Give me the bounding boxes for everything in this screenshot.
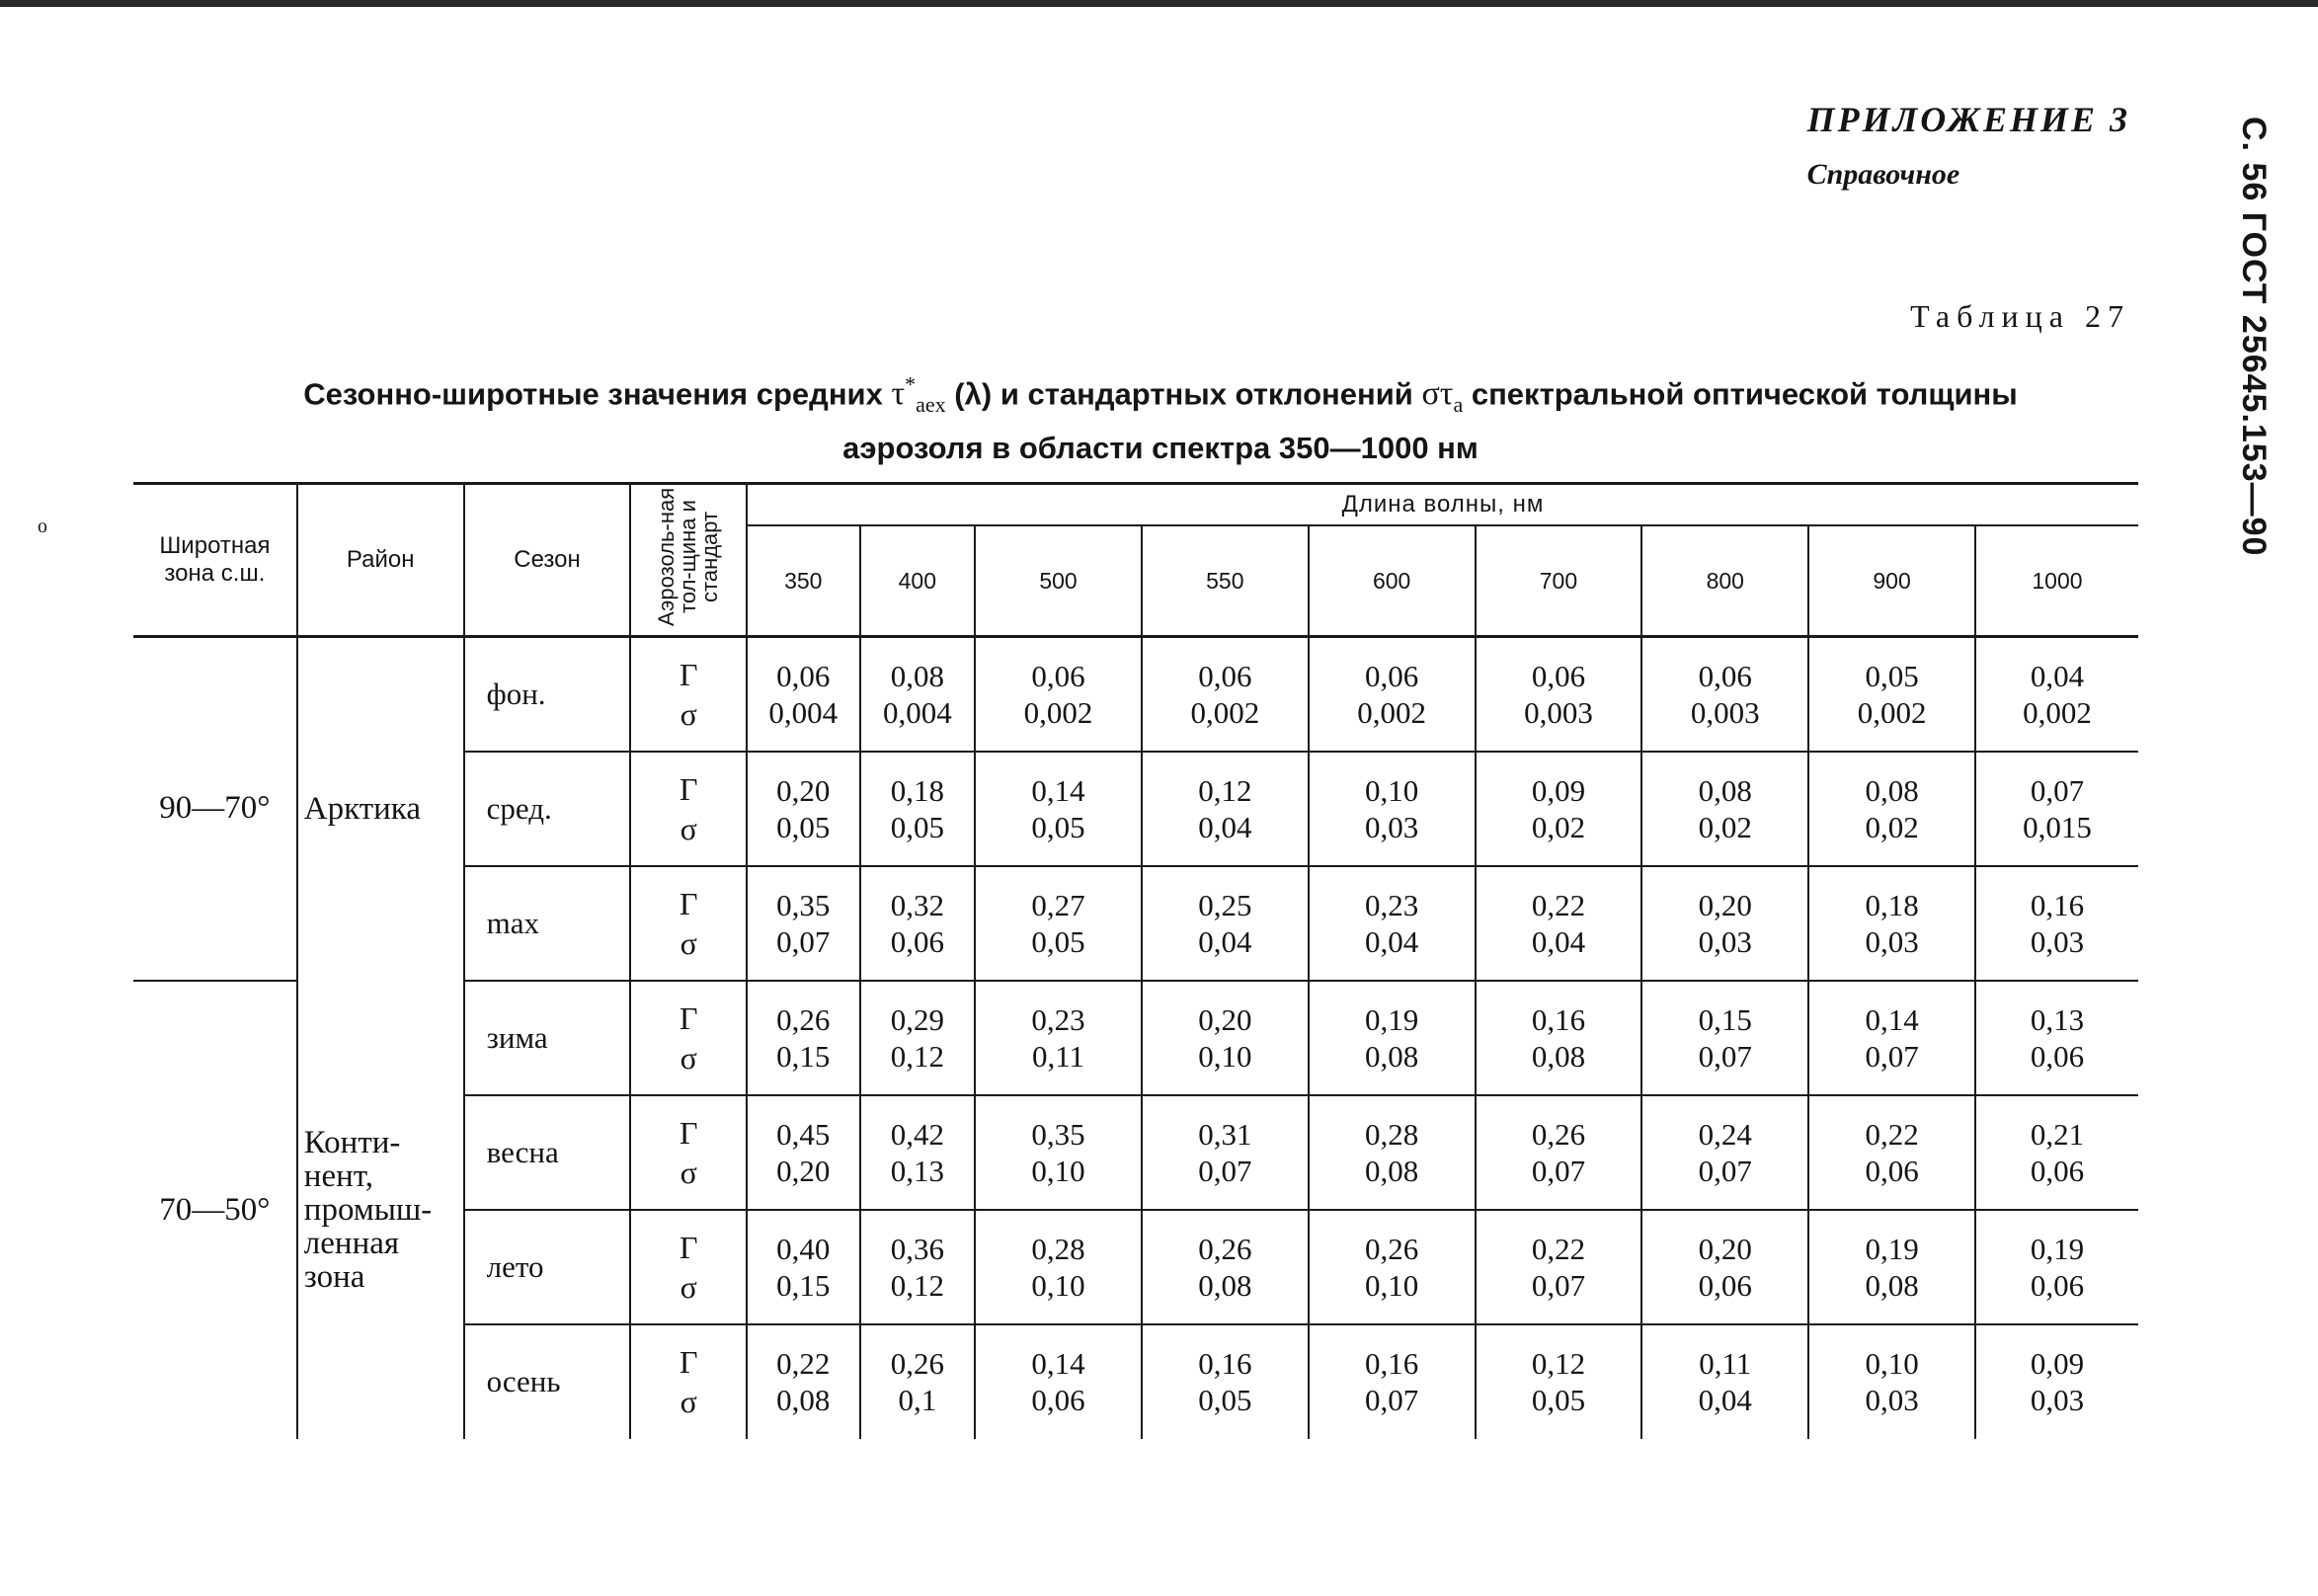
std-dev-value: 0,07 xyxy=(1698,1153,1752,1188)
season-cell: сред. xyxy=(464,752,631,866)
value-cell-1000 xyxy=(1975,752,2138,866)
mean-value: 0,16 xyxy=(1531,1001,1586,1037)
value-cell-500 xyxy=(975,1210,1142,1324)
mean-value: 0,05 xyxy=(1865,658,1919,693)
mean-value: 0,23 xyxy=(1365,887,1419,922)
mean-value: 0,18 xyxy=(890,772,944,808)
std-dev-value: 0,07 xyxy=(1531,1267,1586,1303)
header-season: Сезон xyxy=(464,484,631,637)
mean-value: 0,12 xyxy=(1198,772,1252,808)
gamma-label: Г xyxy=(679,1114,698,1151)
std-dev-value: 0,10 xyxy=(1031,1267,1085,1303)
value-cell-350 xyxy=(747,1324,860,1439)
table-row xyxy=(133,981,2138,1095)
std-dev-value: 0,003 xyxy=(1690,694,1760,730)
value-cell-600 xyxy=(1309,637,1476,752)
gamma-sigma-labels xyxy=(630,637,747,752)
optical-thickness-table xyxy=(133,482,2138,1439)
sigma-label: σ xyxy=(679,1268,697,1305)
std-dev-value: 0,002 xyxy=(2023,694,2092,730)
value-cell-800 xyxy=(1641,981,1808,1095)
std-dev-value: 0,06 xyxy=(2030,1038,2085,1074)
mean-value: 0,12 xyxy=(1531,1346,1586,1381)
std-dev-value: 0,004 xyxy=(768,694,839,730)
value-cell-400 xyxy=(860,1095,976,1210)
std-dev-value: 0,08 xyxy=(1865,1267,1919,1303)
mean-value: 0,36 xyxy=(890,1231,944,1266)
mean-value: 0,20 xyxy=(1698,887,1752,922)
caption-line-2: аэрозоля в области спектра 350—1000 нм xyxy=(842,431,1479,466)
mean-value: 0,09 xyxy=(1531,772,1586,808)
mean-value: 0,15 xyxy=(1698,1001,1752,1037)
value-cell-1000 xyxy=(1975,1210,2138,1324)
std-dev-value: 0,02 xyxy=(1531,809,1586,844)
std-dev-value: 0,002 xyxy=(1857,694,1927,730)
region-cell: Конти-нент, промыш-ленная зона xyxy=(297,981,464,1439)
tau-symbol: $\tau^*_{aex}$ xyxy=(891,372,946,418)
std-dev-value: 0,06 xyxy=(2030,1267,2085,1303)
season-cell: фон. xyxy=(464,637,631,752)
std-dev-value: 0,06 xyxy=(890,923,944,959)
sigma-label: σ xyxy=(679,1039,697,1076)
season-cell: лето xyxy=(464,1210,631,1324)
mean-value: 0,20 xyxy=(776,772,831,808)
std-dev-value: 0,07 xyxy=(1198,1153,1252,1188)
value-cell-700 xyxy=(1476,1324,1642,1439)
value-cell-900 xyxy=(1808,981,1975,1095)
sigma-label: σ xyxy=(679,924,697,961)
value-cell-550 xyxy=(1142,1324,1309,1439)
mean-value: 0,26 xyxy=(1531,1116,1586,1152)
std-dev-value: 0,10 xyxy=(1031,1153,1085,1188)
mean-value: 0,08 xyxy=(1698,772,1752,808)
appendix-subtitle: Справочное xyxy=(1806,158,1960,191)
mean-value: 0,26 xyxy=(1365,1231,1419,1266)
std-dev-value: 0,15 xyxy=(776,1038,831,1074)
std-dev-value: 0,12 xyxy=(890,1038,944,1074)
value-cell-900 xyxy=(1808,637,1975,752)
gamma-label: Г xyxy=(679,1344,698,1380)
value-cell-500 xyxy=(975,752,1142,866)
gamma-label: Г xyxy=(679,1229,698,1265)
std-dev-value: 0,08 xyxy=(1365,1153,1419,1188)
mean-value: 0,06 xyxy=(1531,658,1586,693)
value-cell-600 xyxy=(1309,1210,1476,1324)
top-border-line xyxy=(0,0,2318,7)
header-wavelength-500: 500 xyxy=(975,525,1142,637)
gamma-label: Г xyxy=(679,999,698,1036)
season-cell: max xyxy=(464,866,631,981)
margin-mark: o xyxy=(38,516,47,537)
mean-value: 0,35 xyxy=(776,887,831,922)
value-cell-800 xyxy=(1641,866,1808,981)
season-cell: осень xyxy=(464,1324,631,1439)
mean-value: 0,19 xyxy=(1365,1001,1419,1037)
value-cell-900 xyxy=(1808,1095,1975,1210)
mean-value: 0,14 xyxy=(1031,772,1085,808)
std-dev-value: 0,10 xyxy=(1365,1267,1419,1303)
table-row xyxy=(133,637,2138,752)
header-wavelength-900: 900 xyxy=(1808,525,1975,637)
std-dev-value: 0,05 xyxy=(1531,1383,1586,1417)
std-dev-value: 0,002 xyxy=(1023,694,1093,730)
mean-value: 0,22 xyxy=(1865,1116,1919,1152)
mean-value: 0,04 xyxy=(2030,658,2085,693)
value-cell-550 xyxy=(1142,1210,1309,1324)
std-dev-value: 0,12 xyxy=(890,1267,944,1303)
mean-value: 0,19 xyxy=(2030,1231,2085,1266)
value-cell-1000 xyxy=(1975,1095,2138,1210)
value-cell-600 xyxy=(1309,752,1476,866)
mean-value: 0,09 xyxy=(2030,1346,2085,1381)
value-cell-1000 xyxy=(1975,866,2138,981)
std-dev-value: 0,06 xyxy=(1031,1383,1085,1417)
std-dev-value: 0,04 xyxy=(1698,1383,1752,1417)
mean-value: 0,11 xyxy=(1699,1346,1752,1381)
header-wavelength-1000: 1000 xyxy=(1975,525,2138,637)
caption-line-1: Сезонно-широтные значения средних $\tau^*_{aex}$ (λ) и стандартных отклонений $\sigma\tau_a$ спектральной оптической толщины xyxy=(303,372,2018,418)
appendix-title: ПРИЛОЖЕНИЕ 3 xyxy=(1806,100,2130,139)
header-wavelength: Длина волны, нм xyxy=(747,484,2138,526)
value-cell-350 xyxy=(747,752,860,866)
std-dev-value: 0,04 xyxy=(1531,923,1586,959)
value-cell-500 xyxy=(975,1095,1142,1210)
season-cell: зима xyxy=(464,981,631,1095)
std-dev-value: 0,05 xyxy=(1031,923,1085,959)
mean-value: 0,23 xyxy=(1031,1001,1085,1037)
std-dev-value: 0,07 xyxy=(1365,1383,1419,1417)
mean-value: 0,26 xyxy=(776,1001,831,1037)
std-dev-value: 0,03 xyxy=(2030,923,2085,959)
std-dev-value: 0,06 xyxy=(1865,1153,1919,1188)
table-caption xyxy=(178,363,2143,470)
mean-value: 0,24 xyxy=(1698,1116,1752,1152)
mean-value: 0,28 xyxy=(1031,1231,1085,1266)
zone-cell: 90—70° xyxy=(133,637,297,981)
season-cell: весна xyxy=(464,1095,631,1210)
std-dev-value: 0,08 xyxy=(1198,1267,1252,1303)
mean-value: 0,26 xyxy=(1198,1231,1252,1266)
std-dev-value: 0,07 xyxy=(1698,1038,1752,1074)
mean-value: 0,13 xyxy=(2030,1001,2085,1037)
std-dev-value: 0,06 xyxy=(2030,1153,2085,1188)
std-dev-value: 0,1 xyxy=(898,1383,937,1417)
table-number: Таблица 27 xyxy=(1910,298,2130,334)
mean-value: 0,14 xyxy=(1865,1001,1919,1037)
std-dev-value: 0,07 xyxy=(1531,1153,1586,1188)
mean-value: 0,22 xyxy=(776,1346,831,1381)
std-dev-value: 0,05 xyxy=(890,809,944,844)
std-dev-value: 0,03 xyxy=(1365,809,1419,844)
value-cell-550 xyxy=(1142,981,1309,1095)
value-cell-800 xyxy=(1641,1210,1808,1324)
header-wavelength-700: 700 xyxy=(1476,525,1642,637)
gamma-sigma-labels xyxy=(630,981,747,1095)
std-dev-value: 0,002 xyxy=(1190,694,1260,730)
gamma-sigma-labels xyxy=(630,1095,747,1210)
std-dev-value: 0,11 xyxy=(1031,1038,1085,1074)
std-dev-value: 0,05 xyxy=(1031,809,1085,844)
value-cell-800 xyxy=(1641,1095,1808,1210)
value-cell-1000 xyxy=(1975,1324,2138,1439)
std-dev-value: 0,07 xyxy=(776,923,831,959)
gamma-sigma-labels xyxy=(630,1324,747,1439)
mean-value: 0,26 xyxy=(890,1346,944,1381)
std-dev-value: 0,04 xyxy=(1198,809,1252,844)
value-cell-350 xyxy=(747,1095,860,1210)
std-dev-value: 0,08 xyxy=(776,1383,831,1417)
value-cell-500 xyxy=(975,981,1142,1095)
sigma-tau-symbol: $\sigma\tau_a$ xyxy=(1421,375,1464,418)
mean-value: 0,06 xyxy=(1031,658,1085,693)
mean-value: 0,32 xyxy=(890,887,944,922)
value-cell-700 xyxy=(1476,866,1642,981)
mean-value: 0,20 xyxy=(1198,1001,1252,1037)
gamma-label: Г xyxy=(679,885,698,921)
mean-value: 0,10 xyxy=(1865,1346,1919,1381)
std-dev-value: 0,08 xyxy=(1365,1038,1419,1074)
value-cell-600 xyxy=(1309,1324,1476,1439)
mean-value: 0,14 xyxy=(1031,1346,1085,1381)
value-cell-900 xyxy=(1808,1324,1975,1439)
value-cell-350 xyxy=(747,1210,860,1324)
value-cell-600 xyxy=(1309,1095,1476,1210)
mean-value: 0,21 xyxy=(2030,1116,2085,1152)
mean-value: 0,18 xyxy=(1865,887,1919,922)
value-cell-700 xyxy=(1476,752,1642,866)
mean-value: 0,22 xyxy=(1531,887,1586,922)
std-dev-value: 0,03 xyxy=(1865,923,1919,959)
value-cell-400 xyxy=(860,1210,976,1324)
std-dev-value: 0,10 xyxy=(1198,1038,1252,1074)
value-cell-600 xyxy=(1309,866,1476,981)
std-dev-value: 0,05 xyxy=(1198,1383,1252,1417)
value-cell-550 xyxy=(1142,752,1309,866)
mean-value: 0,06 xyxy=(1698,658,1752,693)
value-cell-900 xyxy=(1808,1210,1975,1324)
std-dev-value: 0,04 xyxy=(1365,923,1419,959)
sigma-label: σ xyxy=(679,1154,697,1190)
mean-value: 0,19 xyxy=(1865,1231,1919,1266)
value-cell-400 xyxy=(860,637,976,752)
value-cell-700 xyxy=(1476,981,1642,1095)
std-dev-value: 0,20 xyxy=(776,1153,831,1188)
value-cell-350 xyxy=(747,866,860,981)
gamma-sigma-labels xyxy=(630,752,747,866)
std-dev-value: 0,002 xyxy=(1357,694,1426,730)
std-dev-value: 0,07 xyxy=(1865,1038,1919,1074)
mean-value: 0,35 xyxy=(1031,1116,1085,1152)
header-zone: Широтная зона с.ш. xyxy=(133,484,297,637)
gamma-sigma-labels xyxy=(630,866,747,981)
mean-value: 0,06 xyxy=(1365,658,1419,693)
std-dev-value: 0,08 xyxy=(1531,1038,1586,1074)
mean-value: 0,07 xyxy=(2030,772,2085,808)
std-dev-value: 0,02 xyxy=(1698,809,1752,844)
gamma-label: Г xyxy=(679,770,698,807)
value-cell-500 xyxy=(975,1324,1142,1439)
page-standard-code: С. 56 ГОСТ 25645.153—90 xyxy=(2235,117,2273,557)
header-aerosol: Аэрозоль-ная тол-щина и стандарт xyxy=(630,484,747,637)
mean-value: 0,08 xyxy=(1865,772,1919,808)
region-cell: Арктика xyxy=(297,637,464,981)
header-wavelength-800: 800 xyxy=(1641,525,1808,637)
header-wavelength-400: 400 xyxy=(860,525,976,637)
mean-value: 0,10 xyxy=(1365,772,1419,808)
mean-value: 0,45 xyxy=(776,1116,831,1152)
value-cell-400 xyxy=(860,981,976,1095)
value-cell-500 xyxy=(975,637,1142,752)
std-dev-value: 0,15 xyxy=(776,1267,831,1303)
value-cell-400 xyxy=(860,866,976,981)
std-dev-value: 0,13 xyxy=(890,1153,944,1188)
value-cell-600 xyxy=(1309,981,1476,1095)
header-wavelength-600: 600 xyxy=(1309,525,1476,637)
mean-value: 0,08 xyxy=(890,658,944,693)
value-cell-700 xyxy=(1476,1095,1642,1210)
mean-value: 0,16 xyxy=(1365,1346,1419,1381)
value-cell-800 xyxy=(1641,752,1808,866)
value-cell-1000 xyxy=(1975,981,2138,1095)
mean-value: 0,31 xyxy=(1198,1116,1252,1152)
header-wavelength-550: 550 xyxy=(1142,525,1309,637)
value-cell-700 xyxy=(1476,1210,1642,1324)
zone-cell: 70—50° xyxy=(159,1191,271,1228)
mean-value: 0,22 xyxy=(1531,1231,1586,1266)
sigma-label: σ xyxy=(679,810,697,846)
std-dev-value: 0,05 xyxy=(776,809,831,844)
mean-value: 0,25 xyxy=(1198,887,1252,922)
value-cell-550 xyxy=(1142,1095,1309,1210)
mean-value: 0,28 xyxy=(1365,1116,1419,1152)
value-cell-400 xyxy=(860,752,976,866)
std-dev-value: 0,003 xyxy=(1524,694,1593,730)
value-cell-900 xyxy=(1808,866,1975,981)
std-dev-value: 0,02 xyxy=(1865,809,1919,844)
value-cell-800 xyxy=(1641,1324,1808,1439)
mean-value: 0,20 xyxy=(1698,1231,1752,1266)
std-dev-value: 0,04 xyxy=(1198,923,1252,959)
std-dev-value: 0,06 xyxy=(1698,1267,1752,1303)
mean-value: 0,40 xyxy=(776,1231,831,1266)
mean-value: 0,16 xyxy=(2030,887,2085,922)
mean-value: 0,27 xyxy=(1031,887,1085,922)
value-cell-700 xyxy=(1476,637,1642,752)
std-dev-value: 0,004 xyxy=(882,694,952,730)
value-cell-400 xyxy=(860,1324,976,1439)
value-cell-1000 xyxy=(1975,637,2138,752)
header-wavelength-350: 350 xyxy=(747,525,860,637)
value-cell-350 xyxy=(747,637,860,752)
appendix-heading xyxy=(1807,99,2130,192)
value-cell-550 xyxy=(1142,637,1309,752)
mean-value: 0,16 xyxy=(1198,1346,1252,1381)
sigma-label: σ xyxy=(679,695,697,732)
std-dev-value: 0,03 xyxy=(1698,923,1752,959)
std-dev-value: 0,03 xyxy=(1865,1383,1919,1417)
std-dev-value: 0,03 xyxy=(2030,1383,2085,1417)
value-cell-800 xyxy=(1641,637,1808,752)
std-dev-value: 0,015 xyxy=(2023,809,2092,844)
mean-value: 0,29 xyxy=(890,1001,944,1037)
mean-value: 0,06 xyxy=(776,658,831,693)
value-cell-550 xyxy=(1142,866,1309,981)
mean-value: 0,42 xyxy=(890,1116,944,1152)
sigma-label: σ xyxy=(679,1384,697,1419)
gamma-sigma-labels xyxy=(630,1210,747,1324)
value-cell-350 xyxy=(747,981,860,1095)
value-cell-500 xyxy=(975,866,1142,981)
gamma-label: Г xyxy=(679,656,698,692)
header-region: Район xyxy=(297,484,464,637)
value-cell-900 xyxy=(1808,752,1975,866)
mean-value: 0,06 xyxy=(1198,658,1252,693)
